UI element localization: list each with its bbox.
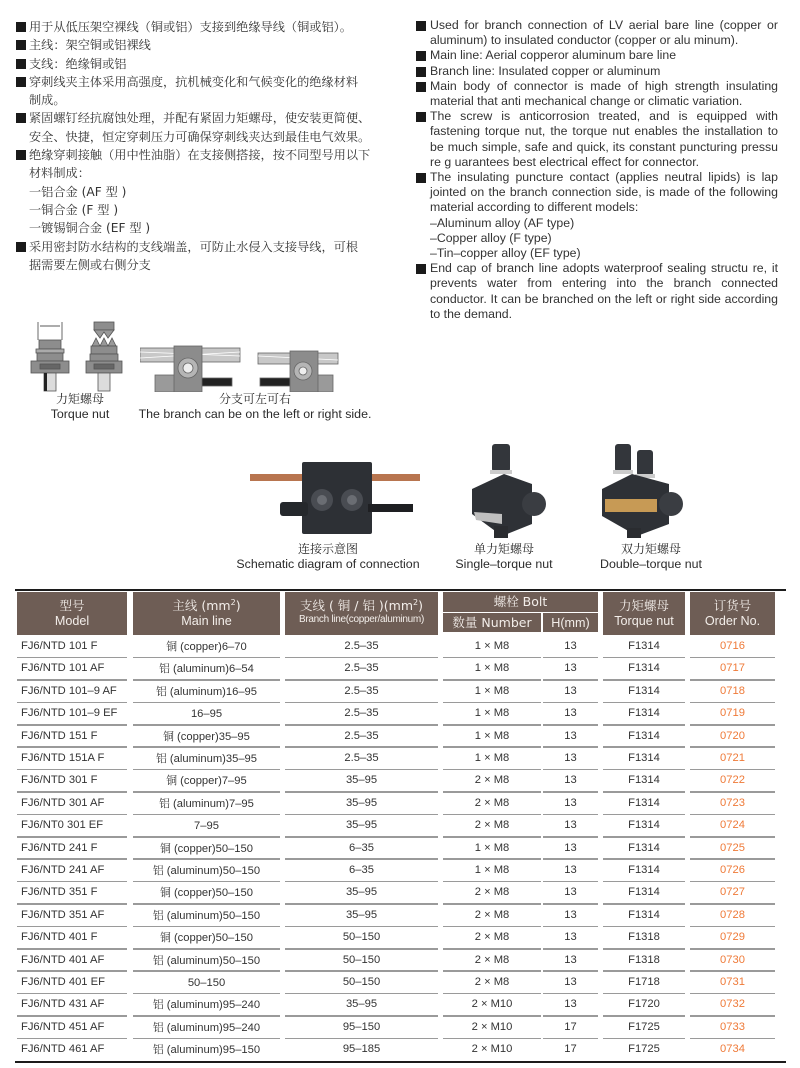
cell-model: FJ6/NTD 351 F: [17, 882, 127, 904]
main-line-material: 铝: [152, 953, 164, 967]
schematic-caption: [228, 542, 428, 572]
cell-order-no: 0721: [690, 748, 775, 770]
cell-main-line: [133, 748, 280, 770]
square-bullet-icon: [16, 22, 26, 32]
table-bottom-rule: [15, 1061, 786, 1063]
cell-bolt-h: 17: [543, 1017, 598, 1039]
cell-order-no: 0716: [690, 636, 775, 658]
intro-chinese: [16, 18, 406, 274]
intro-cn-item: [16, 109, 406, 146]
cell-branch-line: 50–150: [285, 927, 438, 949]
main-line-range: (aluminum)6–54: [169, 663, 254, 676]
single-torque-caption-en: Single–torque nut: [455, 557, 553, 571]
table-row: [15, 950, 786, 972]
cell-torque-nut: F1314: [603, 681, 685, 703]
square-bullet-icon: [416, 21, 426, 31]
cell-model: FJ6/NTD 301 AF: [17, 793, 127, 815]
cell-bolt-number: 2 × M8: [443, 972, 541, 994]
cell-main-line: [133, 770, 280, 792]
main-line-material: 铝: [156, 684, 167, 698]
material-aluminum-cn: 一铝合金 (AF 型 ): [29, 184, 127, 199]
square-bullet-icon: [416, 112, 426, 122]
cell-order-no: 0728: [690, 905, 775, 927]
cell-bolt-number: 1 × M8: [443, 860, 541, 882]
main-line-material: 铝: [152, 864, 164, 877]
cell-branch-line: 6–35: [285, 838, 438, 860]
main-line-range: (aluminum)50–150: [163, 909, 261, 922]
intro-en-text: The insulating puncture contact (applies neutral lipids) is lap jointed on the branch connection side, is made of the following material according to different models:: [430, 170, 778, 215]
cell-bolt-number: 2 × M8: [443, 793, 541, 815]
schematic-connection-image: [250, 462, 420, 534]
intro-en-item: [416, 79, 778, 109]
cell-bolt-h: 13: [543, 815, 598, 837]
cell-torque-nut: F1314: [603, 748, 685, 770]
cell-torque-nut: F1314: [603, 905, 685, 927]
cell-branch-line: 35–95: [285, 770, 438, 792]
double-torque-caption-cn: 双力矩螺母: [620, 542, 681, 556]
main-line-material: 铝: [152, 998, 164, 1012]
cell-branch-line: 2.5–35: [285, 726, 438, 748]
cell-bolt-number: 1 × M8: [443, 748, 541, 770]
cell-model: FJ6/NTD 101 F: [17, 636, 127, 658]
intro-en-text: Branch line: Insulated copper or aluminum: [430, 63, 661, 78]
header-main-close: ): [235, 598, 241, 613]
intro-cn-text-cont: 据需要左侧或右侧分支: [29, 257, 151, 272]
cell-bolt-h: 13: [543, 793, 598, 815]
header-bolt: [443, 592, 598, 612]
torque-nut-caption-cn: 力矩螺母: [55, 392, 104, 406]
intro-en-item: [416, 109, 778, 170]
material-copper-cn: 一铜合金 (F 型 ): [29, 202, 119, 217]
intro-cn-text: 绝缘穿刺接触（用中性油脂）在支接侧搭接，按不同型号用以下: [29, 148, 371, 163]
cell-branch-line: 95–150: [285, 1017, 438, 1039]
table-row: [15, 994, 786, 1016]
cell-bolt-number: 2 × M8: [443, 815, 541, 837]
main-line-material: 铜: [160, 931, 171, 945]
main-line-material: 铜: [166, 774, 178, 788]
main-line-range: (aluminum)35–95: [166, 753, 257, 765]
cell-order-no: 0718: [690, 681, 775, 703]
cell-model: FJ6/NTD 301 F: [17, 770, 127, 792]
intro-en-item: [416, 170, 778, 216]
cell-order-no: 0730: [690, 950, 775, 972]
cell-model: FJ6/NTD 461 AF: [21, 1043, 105, 1056]
torque-nut-diagram: [28, 318, 128, 392]
cell-main-line: [133, 703, 280, 725]
table-top-rule: [15, 589, 786, 591]
intro-cn-text-cont: 安全、快捷，恒定穿刺压力可确保穿刺线夹达到最佳电气效果。: [29, 129, 371, 144]
cell-order-no: 0717: [690, 658, 775, 680]
cell-order-no: 0729: [690, 927, 775, 949]
cell-torque-nut: F1725: [628, 1043, 660, 1056]
table-row: [15, 681, 786, 703]
cell-main-line: [133, 793, 280, 815]
cell-torque-nut: F1718: [603, 972, 685, 994]
cell-torque-nut: F1314: [603, 770, 685, 792]
intro-en-item: [416, 18, 778, 48]
cell-main-line: [133, 815, 280, 837]
cell-model: FJ6/NT0 301 EF: [17, 815, 127, 837]
header-order-no: [690, 592, 775, 635]
header-bolt-h: [543, 613, 598, 632]
table-row: [15, 703, 786, 725]
cell-main-line: [133, 658, 280, 680]
square-bullet-icon: [416, 173, 426, 183]
header-order-en: Order No.: [704, 614, 761, 628]
intro-cn-text: 紧固螺钉经抗腐蚀处理，并配有紧固力矩螺母，使安装更简便、: [29, 111, 371, 126]
cell-torque-nut: F1314: [603, 860, 685, 882]
main-line-range: (aluminum)50–150: [163, 865, 261, 877]
single-torque-caption-cn: 单力矩螺母: [473, 542, 534, 556]
cell-model: FJ6/NTD 101–9 AF: [17, 681, 127, 703]
cell-main-line: [133, 1039, 280, 1061]
square-bullet-icon: [16, 113, 26, 123]
intro-cn-item: [16, 146, 406, 183]
main-line-material: 铜: [166, 640, 178, 653]
main-line-range: (aluminum)16–95: [166, 685, 257, 698]
header-model-cn: 型号: [59, 598, 85, 613]
cell-order-no: 0719: [690, 703, 775, 725]
table-row: [15, 860, 786, 882]
cell-main-line: [133, 838, 280, 860]
cell-model: FJ6/NTD 401 EF: [17, 972, 127, 994]
cell-torque-nut: F1314: [603, 838, 685, 860]
header-branch-close: ): [418, 598, 424, 613]
cell-main-line: [133, 1017, 280, 1039]
cell-order-no: 0722: [690, 770, 775, 792]
intro-en-item: [416, 64, 778, 79]
intro-cn-text: 支线：绝缘铜或铝: [29, 56, 127, 71]
cell-order-no: 0720: [690, 726, 775, 748]
cell-order-no: 0724: [690, 815, 775, 837]
cell-branch-line: 50–150: [285, 950, 438, 972]
main-line-material: 铝: [152, 908, 164, 922]
main-line-range: (aluminum)95–240: [163, 1021, 261, 1034]
cell-torque-nut: F1318: [603, 950, 685, 972]
table-row: [15, 972, 786, 994]
main-line-material: 铝: [159, 796, 170, 810]
cell-torque-nut: F1314: [603, 726, 685, 748]
schematic-caption-en: Schematic diagram of connection: [236, 557, 420, 571]
intro-cn-item: [16, 18, 406, 36]
table-row: [15, 1017, 786, 1039]
header-main-en: Main line: [181, 614, 232, 628]
intro-cn-item: [16, 73, 406, 110]
square-bullet-icon: [416, 82, 426, 92]
table-row: [15, 770, 786, 792]
intro-cn-text: 穿刺线夹主体采用高强度，抗机械变化和气候变化的绝缘材料: [29, 74, 359, 89]
square-bullet-icon: [416, 51, 426, 61]
table-row: [15, 882, 786, 904]
intro-en-text: Main body of connector is made of high strength insulating material that anti mechanical change or climatic variation.: [430, 78, 778, 109]
branch-side-diagram: [140, 318, 380, 392]
intro-cn-text: 主线：架空铜或铝裸线: [29, 38, 151, 53]
intro-english: [416, 18, 778, 322]
table-row: [15, 793, 786, 815]
main-line-range: (copper)35–95: [173, 730, 250, 743]
header-main-line: [133, 592, 280, 635]
cell-branch-line: 6–35: [285, 860, 438, 882]
cell-branch-line: 35–95: [285, 905, 438, 927]
cell-bolt-number: 2 × M10: [471, 1043, 513, 1056]
main-line-range: (copper)50–150: [170, 887, 253, 900]
cell-order-no: 0725: [690, 838, 775, 860]
cell-model: FJ6/NTD 241 AF: [17, 860, 127, 882]
cell-main-line: [133, 905, 280, 927]
intro-en-item: [416, 261, 778, 322]
cell-bolt-h: 13: [543, 748, 598, 770]
cell-model: FJ6/NTD 401 F: [17, 927, 127, 949]
cell-main-line: [133, 927, 280, 949]
table-row: [15, 838, 786, 860]
cell-bolt-h: 13: [543, 927, 598, 949]
square-bullet-icon: [416, 264, 426, 274]
table-row: [15, 658, 786, 680]
main-line-range: (copper)7–95: [177, 775, 247, 788]
intro-cn-text-cont: 制成。: [29, 93, 66, 108]
main-line-range: (copper)50–150: [170, 842, 253, 855]
cell-bolt-h: 13: [543, 994, 598, 1016]
cell-main-line: [133, 860, 280, 882]
table-row: [15, 636, 786, 658]
cell-bolt-h: 13: [543, 770, 598, 792]
cell-order-no: 0732: [690, 994, 775, 1016]
main-line-material: 铝: [152, 1043, 164, 1057]
intro-cn-text: 用于从低压架空裸线（铜或铝）支接到绝缘导线（铜或铝）。: [29, 20, 352, 34]
single-torque-nut-image: [462, 444, 552, 539]
cell-bolt-number: 1 × M8: [443, 658, 541, 680]
cell-model: FJ6/NTD 451 AF: [17, 1017, 127, 1039]
intro-en-item: [416, 48, 778, 63]
double-torque-caption-en: Double–torque nut: [600, 557, 702, 571]
main-line-range: (aluminum)50–150: [163, 954, 261, 967]
cell-bolt-number: 1 × M8: [443, 681, 541, 703]
main-line-material: 铝: [159, 662, 170, 676]
cell-branch-line: 95–185: [342, 1043, 381, 1056]
cell-order-no: 0723: [690, 793, 775, 815]
cell-bolt-h: 13: [543, 860, 598, 882]
intro-cn-item: [16, 55, 406, 73]
cell-order-no: 0731: [690, 972, 775, 994]
header-torque-nut: [603, 592, 685, 635]
cell-bolt-h: 13: [543, 972, 598, 994]
table-row: [15, 905, 786, 927]
cell-bolt-number: 2 × M8: [443, 882, 541, 904]
cell-bolt-number: 2 × M10: [443, 994, 541, 1016]
cell-model: FJ6/NTD 401 AF: [17, 950, 127, 972]
main-line-range: 16–95: [190, 708, 223, 721]
main-line-range: 50–150: [187, 977, 226, 989]
branch-side-caption-en: The branch can be on the left or right side.: [138, 407, 372, 421]
cell-torque-nut: F1314: [603, 882, 685, 904]
cell-bolt-h: 13: [543, 658, 598, 680]
cell-model: FJ6/NTD 431 AF: [17, 994, 127, 1016]
cell-main-line: [133, 972, 280, 994]
cell-main-line: [133, 994, 280, 1016]
square-bullet-icon: [416, 67, 426, 77]
cell-main-line: [133, 882, 280, 904]
square-bullet-icon: [16, 150, 26, 160]
cell-main-line: [133, 636, 280, 658]
header-main-sup: 2: [230, 597, 236, 607]
cell-torque-nut: F1314: [603, 793, 685, 815]
cell-bolt-h: 13: [543, 950, 598, 972]
header-branch-cn: 支线 ( 铜 / 铝 )(mm: [299, 598, 414, 613]
cell-torque-nut: F1318: [603, 927, 685, 949]
main-line-material: 铜: [160, 841, 171, 855]
cell-bolt-h: 17: [564, 1043, 577, 1056]
branch-side-caption-cn: 分支可左可右: [218, 392, 291, 406]
cell-order-no: 0734: [720, 1043, 745, 1056]
header-torque-en: Torque nut: [614, 614, 674, 628]
header-number-label: 数量 Number: [452, 615, 532, 630]
intro-cn-text: 采用密封防水结构的支线端盖，可防止水侵入支接导线，可根: [29, 239, 359, 254]
cell-order-no: 0733: [690, 1017, 775, 1039]
material-aluminum-en: –Aluminum alloy (AF type): [430, 215, 575, 230]
cell-bolt-h: 13: [543, 882, 598, 904]
cell-order-no: 0726: [690, 860, 775, 882]
table-row: [15, 927, 786, 949]
main-line-material: 铜: [160, 886, 171, 900]
intro-cn-text-cont: 材料制成：: [29, 166, 90, 181]
schematic-caption-cn: 连接示意图: [297, 542, 358, 556]
torque-nut-caption: [30, 392, 130, 422]
cell-branch-line: 2.5–35: [285, 703, 438, 725]
cell-torque-nut: F1314: [603, 815, 685, 837]
cell-branch-line: 2.5–35: [285, 658, 438, 680]
cell-branch-line: 2.5–35: [285, 681, 438, 703]
intro-cn-item: [16, 238, 406, 275]
material-copper-en: –Copper alloy (F type): [430, 230, 552, 245]
cell-branch-line: 2.5–35: [285, 636, 438, 658]
square-bullet-icon: [16, 242, 26, 252]
cell-main-line: [133, 726, 280, 748]
material-tin-copper-en: –Tin–copper alloy (EF type): [430, 246, 581, 261]
double-torque-caption: [586, 542, 716, 572]
double-torque-nut-image: [597, 444, 687, 539]
header-branch-sup: 2: [413, 597, 419, 607]
main-line-range: (aluminum)95–150: [163, 1044, 261, 1057]
table-row: [15, 815, 786, 837]
main-line-material: 铝: [156, 752, 167, 765]
branch-side-caption: [130, 392, 380, 422]
cell-torque-nut: F1314: [603, 636, 685, 658]
cell-torque-nut: F1720: [603, 994, 685, 1016]
cell-bolt-number: 2 × M8: [443, 770, 541, 792]
cell-bolt-number: 2 × M8: [443, 950, 541, 972]
main-line-material: 铜: [163, 729, 174, 743]
cell-model: FJ6/NTD 151A F: [17, 748, 127, 770]
header-h-label: H(mm): [551, 616, 590, 630]
cell-branch-line: 35–95: [285, 882, 438, 904]
cell-order-no: 0727: [690, 882, 775, 904]
table-row: [15, 748, 786, 770]
cell-bolt-h: 13: [543, 681, 598, 703]
header-branch-en: Branch line(copper/aluminum): [299, 614, 424, 625]
header-main-cn: 主线 (mm: [172, 598, 231, 613]
cell-main-line: [133, 950, 280, 972]
main-line-range: (copper)6–70: [177, 641, 247, 653]
cell-torque-nut: F1314: [603, 703, 685, 725]
cell-branch-line: 35–95: [285, 994, 438, 1016]
cell-main-line: [133, 681, 280, 703]
header-torque-cn: 力矩螺母: [618, 598, 669, 613]
header-bolt-number: [443, 613, 541, 632]
square-bullet-icon: [16, 77, 26, 87]
header-order-cn: 订货号: [713, 598, 752, 613]
intro-cn-item: [16, 36, 406, 54]
single-torque-caption: [444, 542, 564, 572]
cell-bolt-number: 1 × M8: [443, 636, 541, 658]
cell-model: FJ6/NTD 351 AF: [17, 905, 127, 927]
intro-en-text: The screw is anticorrosion treated, and is equipped with fastening torque nut, the torque nut enables the installation to be much simple, safe and quick, its constant puncturing pressu re g uarantees best electrical effect for connector.: [430, 109, 778, 169]
main-line-material: 铝: [152, 1020, 164, 1034]
cell-bolt-h: 13: [543, 726, 598, 748]
intro-en-text: Main line: Aerial copperor aluminum bare line: [430, 48, 677, 63]
cell-branch-line: 35–95: [285, 793, 438, 815]
cell-model: FJ6/NTD 101 AF: [17, 658, 127, 680]
square-bullet-icon: [16, 59, 26, 69]
header-model-en: Model: [54, 614, 90, 628]
cell-bolt-h: 13: [543, 636, 598, 658]
cell-bolt-number: 2 × M8: [443, 905, 541, 927]
cell-torque-nut: F1725: [603, 1017, 685, 1039]
cell-branch-line: 50–150: [285, 972, 438, 994]
main-line-range: 7–95: [194, 820, 219, 833]
header-bolt-label: 螺栓 Bolt: [493, 594, 548, 609]
square-bullet-icon: [16, 40, 26, 50]
cell-bolt-number: 2 × M10: [443, 1017, 541, 1039]
cell-bolt-number: 2 × M8: [443, 927, 541, 949]
cell-bolt-h: 13: [543, 905, 598, 927]
main-line-range: (aluminum)7–95: [169, 797, 254, 810]
material-tin-copper-cn: 一镀锡铜合金 (EF 型 ): [29, 221, 151, 236]
header-model: [17, 592, 127, 635]
cell-model: FJ6/NTD 101–9 EF: [17, 703, 127, 725]
main-line-range: (aluminum)95–240: [163, 999, 261, 1012]
cell-bolt-number: 1 × M8: [443, 726, 541, 748]
cell-branch-line: 2.5–35: [285, 748, 438, 770]
main-line-range: (copper)50–150: [170, 932, 253, 945]
intro-en-text: End cap of branch line adopts waterproof sealing structu re, it prevents water from entering into the branch connected conductor. It can be branched on the left or right side according to the demand.: [430, 261, 778, 321]
torque-nut-caption-en: Torque nut: [50, 407, 110, 421]
cell-torque-nut: F1314: [603, 658, 685, 680]
cell-bolt-number: 1 × M8: [443, 703, 541, 725]
cell-model: FJ6/NTD 151 F: [17, 726, 127, 748]
table-row: [15, 726, 786, 748]
cell-bolt-h: 13: [543, 838, 598, 860]
table-row: [15, 1039, 786, 1061]
cell-bolt-number: 1 × M8: [443, 838, 541, 860]
header-branch-line: [285, 592, 438, 635]
intro-en-text: Used for branch connection of LV aerial bare line (copper or aluminum) to insulated conductor (copper or alu minum).: [430, 18, 778, 48]
cell-model: FJ6/NTD 241 F: [17, 838, 127, 860]
cell-bolt-h: 13: [543, 703, 598, 725]
cell-branch-line: 35–95: [285, 815, 438, 837]
